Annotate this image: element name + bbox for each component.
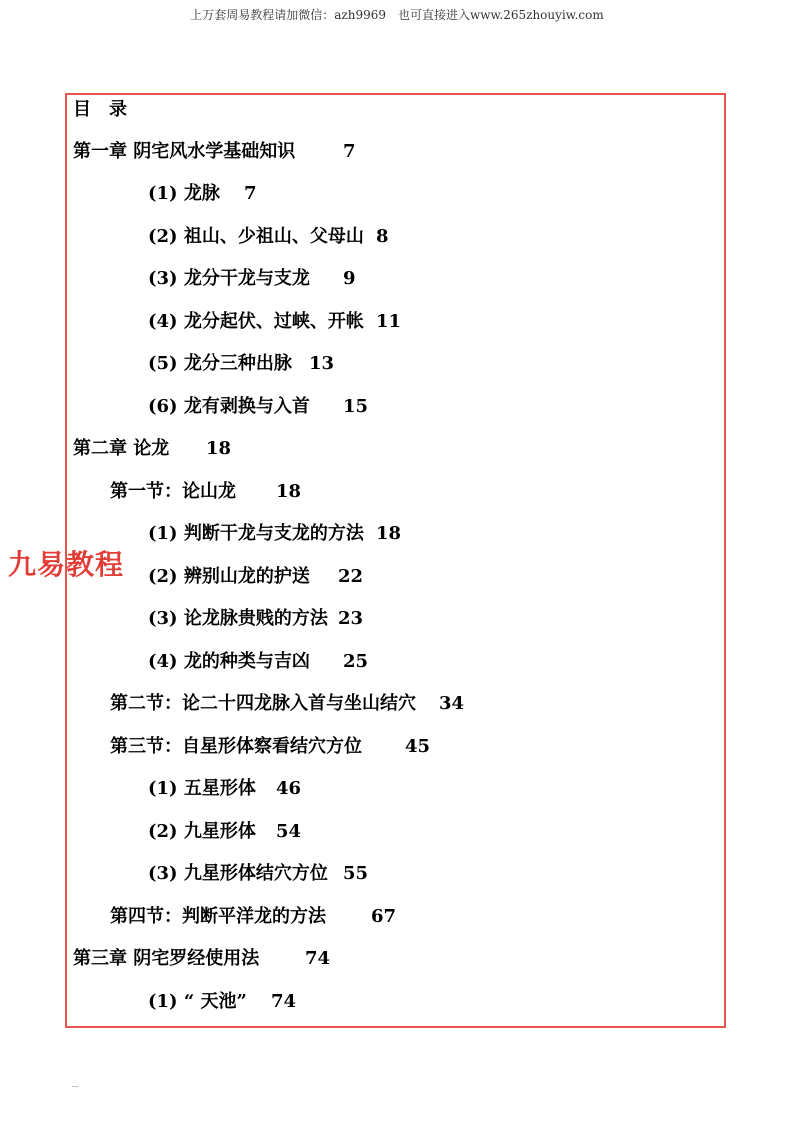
toc-frame: [65, 93, 726, 1028]
toc-entry-page: 7: [343, 141, 356, 162]
toc-entry-page: 9: [343, 268, 356, 289]
toc-entry[interactable]: [148, 821, 302, 843]
page-footer-mark: [72, 1086, 78, 1087]
toc-entry-page: 45: [405, 736, 431, 757]
toc-entry-page: 18: [376, 523, 402, 544]
toc-entry[interactable]: [148, 863, 369, 885]
toc-entry-page: 74: [271, 991, 297, 1012]
toc-entry[interactable]: [148, 566, 364, 588]
toc-entry[interactable]: [148, 268, 356, 290]
toc-entry-text: (1) 五星形体: [148, 778, 256, 799]
toc-entry-page: 22: [338, 566, 364, 587]
toc-entry-text: 第四节：判断平洋龙的方法: [110, 906, 326, 927]
toc-entry-page: 74: [305, 948, 331, 969]
toc-entry-page: 15: [343, 396, 369, 417]
toc-entry-text: 第二节：论二十四龙脉入首与坐山结穴: [110, 693, 416, 714]
toc-entry-text: (2) 九星形体: [148, 821, 256, 842]
toc-entry[interactable]: [148, 396, 369, 418]
toc-entry-text: (1) “ 天池”: [148, 991, 247, 1012]
toc-entry-text: 第三章 阴宅罗经使用法: [73, 948, 260, 969]
toc-entry-section[interactable]: [110, 736, 431, 758]
toc-entry-text: (3) 论龙脉贵贱的方法: [148, 608, 328, 629]
toc-entry-page: 7: [244, 183, 257, 204]
toc-entry-text: 第二章 论龙: [73, 438, 170, 459]
toc-entry-page: 46: [276, 778, 302, 799]
toc-entry-page: 13: [309, 353, 335, 374]
toc-entry[interactable]: [148, 778, 302, 800]
toc-entry[interactable]: [148, 183, 257, 205]
toc-entry-section[interactable]: [110, 481, 302, 503]
toc-entry-page: 34: [439, 693, 465, 714]
toc-title: 目 录: [73, 99, 127, 120]
toc-entry-text: (6) 龙有剥换与入首: [148, 396, 310, 417]
toc-entry[interactable]: [148, 226, 389, 248]
toc-entry-text: (2) 祖山、少祖山、父母山: [148, 226, 364, 247]
toc-entry-page: 55: [343, 863, 369, 884]
toc-entry-chapter-2[interactable]: [73, 438, 232, 460]
toc-entry-text: (3) 九星形体结穴方位: [148, 863, 328, 884]
toc-entry[interactable]: [148, 651, 369, 673]
toc-entry-section[interactable]: [110, 906, 397, 928]
toc-entry[interactable]: [148, 991, 297, 1013]
toc-entry-text: (4) 龙分起伏、过峡、开帐: [148, 311, 364, 332]
toc-entry-text: 第三节：自星形体察看结穴方位: [110, 736, 362, 757]
toc-entry-page: 18: [276, 481, 302, 502]
toc-entry-page: 67: [371, 906, 397, 927]
toc-entry-page: 54: [276, 821, 302, 842]
toc-entry[interactable]: [148, 608, 364, 630]
toc-entry-page: 18: [206, 438, 232, 459]
page-header-text: 上万套周易教程请加微信：azh9969 也可直接进入www.265zhouyiw.com: [190, 8, 604, 22]
toc-entry-page: 11: [376, 311, 402, 332]
toc-entry-section[interactable]: [110, 693, 465, 715]
toc-entry-text: (2) 辨别山龙的护送: [148, 566, 310, 587]
toc-entry-chapter-3[interactable]: [73, 948, 331, 970]
toc-entry[interactable]: [148, 353, 335, 375]
toc-entry-text: (4) 龙的种类与吉凶: [148, 651, 310, 672]
toc-entry-page: 8: [376, 226, 389, 247]
toc-entry-chapter-1[interactable]: [73, 141, 356, 163]
toc-entry-text: (1) 龙脉: [148, 183, 220, 204]
toc-entry[interactable]: [148, 311, 402, 333]
toc-entry-page: 23: [338, 608, 364, 629]
toc-entry-text: (3) 龙分干龙与支龙: [148, 268, 310, 289]
watermark-text: 九易教程: [8, 548, 125, 581]
toc-entry-text: 第一节：论山龙: [110, 481, 236, 502]
toc-entry-text: 第一章 阴宅风水学基础知识: [73, 141, 296, 162]
toc-entry-text: (1) 判断干龙与支龙的方法: [148, 523, 364, 544]
toc-entry-page: 25: [343, 651, 369, 672]
toc-entry[interactable]: [148, 523, 402, 545]
toc-entry-text: (5) 龙分三种出脉: [148, 353, 292, 374]
